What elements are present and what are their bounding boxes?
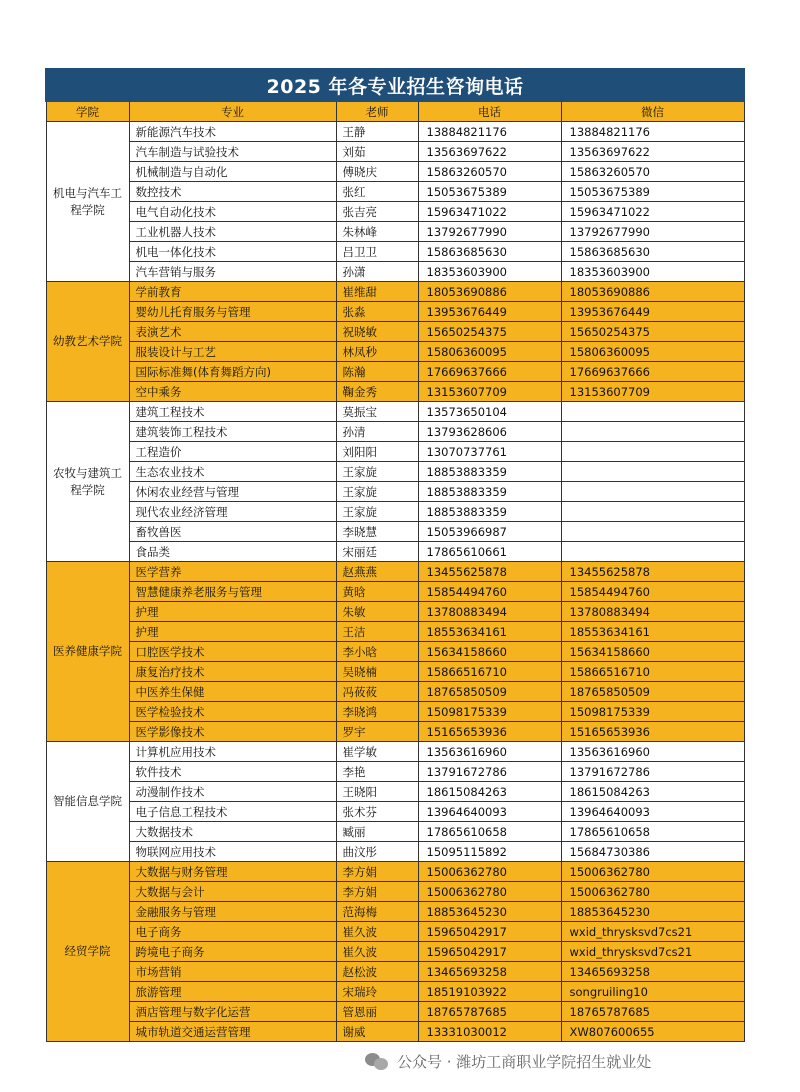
phone-cell: 15963471022 [418,202,561,222]
phone-cell: 15965042917 [418,922,561,942]
phone-cell: 18053690886 [418,282,561,302]
teacher-cell: 管恩丽 [336,1002,418,1022]
major-cell: 城市轨道交通运营管理 [129,1022,336,1042]
header-teacher: 老师 [336,101,418,122]
wechat-cell [561,542,744,562]
major-cell: 软件技术 [129,762,336,782]
table-row [46,262,744,282]
table-row [46,482,744,502]
major-cell: 表演艺术 [129,322,336,342]
wechat-cell: 18053690886 [561,282,744,302]
major-cell: 大数据技术 [129,822,336,842]
teacher-cell: 孙清 [336,422,418,442]
college-name: 农牧与建筑工程学院 [46,402,129,562]
phone-cell: 17669637666 [418,362,561,382]
teacher-cell: 莫振宝 [336,402,418,422]
table-row [46,242,744,262]
phone-cell: 18765850509 [418,682,561,702]
major-cell: 酒店管理与数字化运营 [129,1002,336,1022]
wechat-cell: 17669637666 [561,362,744,382]
wechat-cell: 13953676449 [561,302,744,322]
admission-table-sheet [45,68,743,1042]
college-name: 机电与汽车工程学院 [46,122,129,282]
phone-cell: 13791672786 [418,762,561,782]
major-cell: 智慧健康养老服务与管理 [129,582,336,602]
teacher-cell: 李方娟 [336,862,418,882]
phone-cell: 15098175339 [418,702,561,722]
major-cell: 护理 [129,622,336,642]
wechat-cell: 13153607709 [561,382,744,402]
teacher-cell: 崔学敏 [336,742,418,762]
phone-cell: 13573650104 [418,402,561,422]
phone-cell: 18553634161 [418,622,561,642]
wechat-cell: 13884821176 [561,122,744,142]
table-row [46,182,744,202]
major-cell: 物联网应用技术 [129,842,336,862]
teacher-cell: 王家旋 [336,502,418,522]
wechat-cell: 15806360095 [561,342,744,362]
wechat-cell [561,402,744,422]
teacher-cell: 李方娟 [336,882,418,902]
phone-cell: 15095115892 [418,842,561,862]
teacher-cell: 崔久波 [336,942,418,962]
wechat-cell: 18853645230 [561,902,744,922]
teacher-cell: 宋瑞玲 [336,982,418,1002]
phone-cell: 18853883359 [418,462,561,482]
phone-cell: 13563616960 [418,742,561,762]
major-cell: 建筑装饰工程技术 [129,422,336,442]
wechat-cell: wxid_thrysksvd7cs21 [561,942,744,962]
phone-cell: 13563697622 [418,142,561,162]
teacher-cell: 李艳 [336,762,418,782]
wechat-cell: 18353603900 [561,262,744,282]
table-row [46,802,744,822]
phone-cell: 18615084263 [418,782,561,802]
wechat-cell [561,442,744,462]
teacher-cell: 张红 [336,182,418,202]
phone-cell: 15854494760 [418,582,561,602]
table-row [46,882,744,902]
major-cell: 国际标准舞(体育舞蹈方向) [129,362,336,382]
major-cell: 医学营养 [129,562,336,582]
teacher-cell: 黄晗 [336,582,418,602]
phone-cell: 18853883359 [418,482,561,502]
major-cell: 机械制造与自动化 [129,162,336,182]
wechat-cell: 15963471022 [561,202,744,222]
teacher-cell: 罗宇 [336,722,418,742]
table-row [46,382,744,402]
wechat-cell: 15854494760 [561,582,744,602]
wechat-cell: 13964640093 [561,802,744,822]
major-cell: 数控技术 [129,182,336,202]
wechat-icon [365,1051,391,1071]
teacher-cell: 宋丽廷 [336,542,418,562]
major-cell: 护理 [129,602,336,622]
major-cell: 金融服务与管理 [129,902,336,922]
teacher-cell: 臧丽 [336,822,418,842]
teacher-cell: 王静 [336,122,418,142]
table-row [46,722,744,742]
table-row [46,782,744,802]
teacher-cell: 陈瀚 [336,362,418,382]
college-name: 智能信息学院 [46,742,129,862]
table-row [46,622,744,642]
table-row [46,902,744,922]
teacher-cell: 冯莜莜 [336,682,418,702]
major-cell: 汽车营销与服务 [129,262,336,282]
teacher-cell: 吕卫卫 [336,242,418,262]
wechat-cell: wxid_thrysksvd7cs21 [561,922,744,942]
major-cell: 医学检验技术 [129,702,336,722]
teacher-cell: 刘茹 [336,142,418,162]
teacher-cell: 朱敏 [336,602,418,622]
table-row [46,222,744,242]
phone-cell: 13793628606 [418,422,561,442]
major-cell: 建筑工程技术 [129,402,336,422]
teacher-cell: 鞠金秀 [336,382,418,402]
table-row [46,342,744,362]
table-row [46,682,744,702]
teacher-cell: 孙潇 [336,262,418,282]
major-cell: 康复治疗技术 [129,662,336,682]
phone-cell: 15006362780 [418,882,561,902]
table-row [46,822,744,842]
table-row [46,122,744,142]
header-wechat: 微信 [561,101,744,122]
major-cell: 旅游管理 [129,982,336,1002]
teacher-cell: 赵燕燕 [336,562,418,582]
wechat-cell: 15098175339 [561,702,744,722]
phone-cell: 13964640093 [418,802,561,822]
phone-cell: 13153607709 [418,382,561,402]
phone-cell: 13331030012 [418,1022,561,1042]
teacher-cell: 张吉亮 [336,202,418,222]
teacher-cell: 傅晓庆 [336,162,418,182]
major-cell: 婴幼儿托育服务与管理 [129,302,336,322]
phone-cell: 15053675389 [418,182,561,202]
teacher-cell: 祝晓敏 [336,322,418,342]
teacher-cell: 李晓慧 [336,522,418,542]
wechat-cell: 13455625878 [561,562,744,582]
phone-cell: 13884821176 [418,122,561,142]
phone-cell: 13953676449 [418,302,561,322]
table-row [46,282,744,302]
table-row [46,542,744,562]
wechat-cell: 18765850509 [561,682,744,702]
major-cell: 机电一体化技术 [129,242,336,262]
table-row [46,842,744,862]
major-cell: 生态农业技术 [129,462,336,482]
wechat-cell: 15863260570 [561,162,744,182]
wechat-cell [561,522,744,542]
wechat-cell: 18553634161 [561,622,744,642]
major-cell: 新能源汽车技术 [129,122,336,142]
major-cell: 跨境电子商务 [129,942,336,962]
college-name: 医养健康学院 [46,562,129,742]
major-cell: 休闲农业经营与管理 [129,482,336,502]
table-row [46,582,744,602]
major-cell: 畜牧兽医 [129,522,336,542]
table-row [46,1002,744,1022]
major-cell: 动漫制作技术 [129,782,336,802]
wechat-cell: 15006362780 [561,862,744,882]
phone-cell: 15634158660 [418,642,561,662]
table-row [46,602,744,622]
teacher-cell: 李晓鸿 [336,702,418,722]
wechat-cell [561,462,744,482]
table-row [46,462,744,482]
wechat-cell: 15053675389 [561,182,744,202]
wechat-cell: 13563616960 [561,742,744,762]
phone-cell: 18765787685 [418,1002,561,1022]
table-row [46,982,744,1002]
teacher-cell: 王家旋 [336,462,418,482]
table-body [46,122,744,1042]
major-cell: 服装设计与工艺 [129,342,336,362]
phone-cell: 17865610658 [418,822,561,842]
table-row [46,522,744,542]
table-row [46,942,744,962]
phone-cell: 15863260570 [418,162,561,182]
table-row [46,302,744,322]
teacher-cell: 张淼 [336,302,418,322]
wechat-cell [561,422,744,442]
phone-cell: 15650254375 [418,322,561,342]
teacher-cell: 朱林峰 [336,222,418,242]
table-row [46,922,744,942]
table-row [46,142,744,162]
wechat-cell: 15866516710 [561,662,744,682]
phone-cell: 13465693258 [418,962,561,982]
teacher-cell: 曲汶彤 [336,842,418,862]
wechat-cell: 15634158660 [561,642,744,662]
college-name: 经贸学院 [46,862,129,1042]
major-cell: 电气自动化技术 [129,202,336,222]
teacher-cell: 王洁 [336,622,418,642]
teacher-cell: 张术芬 [336,802,418,822]
major-cell: 电子信息工程技术 [129,802,336,822]
wechat-cell: 13465693258 [561,962,744,982]
wechat-cell: 15650254375 [561,322,744,342]
header-major: 专业 [129,101,336,122]
teacher-cell: 崔久波 [336,922,418,942]
wechat-cell: XW807600655 [561,1022,744,1042]
major-cell: 电子商务 [129,922,336,942]
table-row [46,742,744,762]
phone-cell: 15866516710 [418,662,561,682]
wechat-cell: 17865610658 [561,822,744,842]
wechat-cell: songruiling10 [561,982,744,1002]
teacher-cell: 崔维甜 [336,282,418,302]
table-row [46,202,744,222]
wechat-cell: 15863685630 [561,242,744,262]
table-row [46,862,744,882]
phone-cell: 15165653936 [418,722,561,742]
teacher-cell: 赵松波 [336,962,418,982]
teacher-cell: 王家旋 [336,482,418,502]
admission-contact-table [45,68,745,1042]
phone-cell: 13780883494 [418,602,561,622]
footer-text: 公众号 · 潍坊工商职业学院招生就业处 [397,1052,652,1071]
teacher-cell: 范海梅 [336,902,418,922]
major-cell: 空中乘务 [129,382,336,402]
major-cell: 口腔医学技术 [129,642,336,662]
table-row [46,162,744,182]
major-cell: 大数据与会计 [129,882,336,902]
phone-cell: 15863685630 [418,242,561,262]
wechat-cell: 18615084263 [561,782,744,802]
teacher-cell: 王晓阳 [336,782,418,802]
footer-watermark [365,1047,785,1075]
phone-cell: 18353603900 [418,262,561,282]
teacher-cell: 李小晗 [336,642,418,662]
header-phone: 电话 [418,101,561,122]
wechat-cell: 18765787685 [561,1002,744,1022]
phone-cell: 15006362780 [418,862,561,882]
phone-cell: 18853645230 [418,902,561,922]
phone-cell: 13792677990 [418,222,561,242]
major-cell: 大数据与财务管理 [129,862,336,882]
table-row [46,502,744,522]
table-row [46,562,744,582]
table-row [46,362,744,382]
major-cell: 工业机器人技术 [129,222,336,242]
phone-cell: 13070737761 [418,442,561,462]
table-row [46,642,744,662]
table-row [46,762,744,782]
college-name: 幼教艺术学院 [46,282,129,402]
teacher-cell: 谢威 [336,1022,418,1042]
wechat-cell: 15006362780 [561,882,744,902]
phone-cell: 15806360095 [418,342,561,362]
teacher-cell: 吴晓楠 [336,662,418,682]
header-college: 学院 [46,101,129,122]
major-cell: 中医养生保健 [129,682,336,702]
table-row [46,1022,744,1042]
table-row [46,662,744,682]
phone-cell: 18853883359 [418,502,561,522]
table-row [46,422,744,442]
phone-cell: 15053966987 [418,522,561,542]
table-row [46,322,744,342]
teacher-cell: 林凤秒 [336,342,418,362]
wechat-cell: 13780883494 [561,602,744,622]
major-cell: 计算机应用技术 [129,742,336,762]
wechat-cell: 15165653936 [561,722,744,742]
major-cell: 学前教育 [129,282,336,302]
phone-cell: 17865610661 [418,542,561,562]
major-cell: 食品类 [129,542,336,562]
wechat-cell: 13791672786 [561,762,744,782]
major-cell: 现代农业经济管理 [129,502,336,522]
table-title: 2025 年各专业招生咨询电话 [46,69,744,101]
wechat-cell: 15684730386 [561,842,744,862]
major-cell: 医学影像技术 [129,722,336,742]
phone-cell: 15965042917 [418,942,561,962]
teacher-cell: 刘阳阳 [336,442,418,462]
wechat-cell: 13563697622 [561,142,744,162]
table-row [46,402,744,422]
major-cell: 工程造价 [129,442,336,462]
wechat-cell [561,502,744,522]
major-cell: 汽车制造与试验技术 [129,142,336,162]
wechat-cell [561,482,744,502]
table-row [46,702,744,722]
table-row [46,442,744,462]
table-row [46,962,744,982]
phone-cell: 13455625878 [418,562,561,582]
wechat-cell: 13792677990 [561,222,744,242]
phone-cell: 18519103922 [418,982,561,1002]
major-cell: 市场营销 [129,962,336,982]
